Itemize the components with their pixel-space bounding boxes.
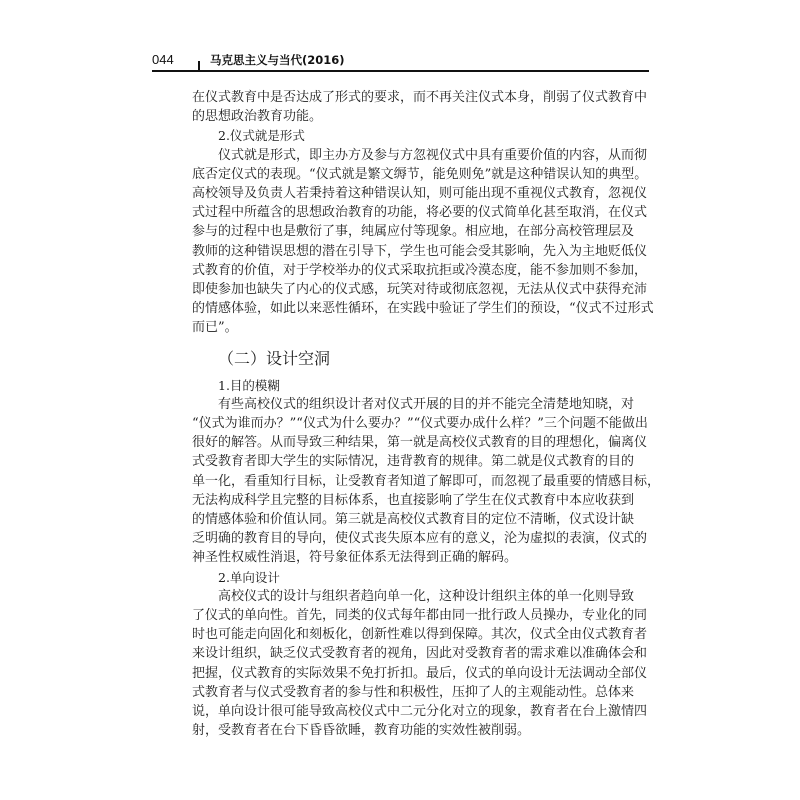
- paragraph: [192, 146, 654, 338]
- text-line: 乏明确的教育目的导向，使仪式丧失原本应有的意义，沦为虚拟的表演，仪式的: [192, 531, 648, 547]
- text-line: 很好的解答。从而导致三种结果，第一就是高校仪式教育的目的理想化，偏离仪: [192, 435, 648, 451]
- text-line: 在仪式教育中是否达成了形式的要求，而不再关注仪式本身，削弱了仪式教育中: [192, 90, 648, 105]
- section-heading: （二）设计空洞: [218, 348, 331, 368]
- running-header: [152, 52, 649, 72]
- text-line: 式教育者与仪式受教育者的参与性和积极性，压抑了人的主观能动性。总体来: [192, 684, 635, 700]
- header-rule: [152, 70, 649, 72]
- subsection-title: 2.单向设计: [218, 569, 280, 585]
- text-line: 高校仪式的设计与组织者趋向单一化，这种设计组织主体的单一化则导致: [218, 588, 635, 604]
- subsection-title: 2.仪式就是形式: [218, 128, 305, 144]
- text-line: 的情感体验和价值认同。第三就是高校仪式教育目的定位不清晰，仪式设计缺: [192, 512, 635, 528]
- text-line: 底否定仪式的表现。“仪式就是繁文缛节，能免则免”就是这种错误认知的典型。: [192, 166, 648, 182]
- paragraph: [192, 88, 648, 126]
- text-line: 神圣性权威性消退，符号象征体系无法得到正确的解码。: [192, 550, 518, 566]
- paragraph: [192, 395, 661, 568]
- text-line: 射，受教育者在台下昏昏欲睡，教育功能的实效性被削弱。: [192, 723, 531, 739]
- text-line: 了仪式的单向性。首先，同类的仪式每年都由同一批行政人员操办，专业化的同: [192, 608, 648, 624]
- text-line: 参与的过程中也是敷衍了事，纯属应付等现象。相应地，在部分高校管理层及: [192, 224, 635, 240]
- text-line: 式受教育者即大学生的实际情况，违背教育的规律。第二就是仪式教育的目的: [192, 454, 635, 470]
- text-line: 时也可能走向固化和刻板化，创新性难以得到保障。其次，仪式全由仪式教育者: [192, 627, 648, 643]
- text-line: “仪式为谁而办？”“仪式为什么要办？”“仪式要办成什么样？”三个问题不能做出: [192, 416, 648, 432]
- subsection-title: 1.目的模糊: [218, 377, 280, 393]
- body-text: [192, 88, 661, 741]
- text-line: 单一化，看重知行目标，让受教育者知道了解即可，而忽视了最重要的情感目标，: [192, 473, 661, 489]
- text-line: 式过程中所蕴含的思想政治教育的功能，将必要的仪式简单化甚至取消，在仪式: [192, 205, 648, 221]
- text-line: 说，单向设计很可能导致高校仪式中二元分化对立的现象，教育者在台上激情四: [192, 704, 648, 720]
- text-line: 而已”。: [192, 320, 238, 336]
- text-line: 无法构成科学且完整的目标体系，也直接影响了学生在仪式教育中本应收获到: [192, 492, 635, 508]
- text-line: 有些高校仪式的组织设计者对仪式开展的目的并不能完全清楚地知晓，对: [218, 396, 635, 412]
- text-line: 高校领导及负责人若秉持着这种错误认知，则可能出现不重视仪式教育，忽视仪: [192, 186, 648, 202]
- text-line: 来设计组织，缺乏仪式受教育者的视角，因此对受教育者的需求难以准确体会和: [192, 646, 648, 662]
- text-line: 仪式就是形式，即主办方及参与方忽视仪式中具有重要价值的内容，从而彻: [218, 147, 648, 163]
- page-number: 044: [152, 52, 174, 67]
- text-line: 把握，仪式教育的实际效果不免打折扣。最后，仪式的单向设计无法调动全部仪: [192, 665, 648, 681]
- text-line: 的思想政治教育功能。: [192, 109, 323, 125]
- journal-title: 马克思主义与当代(2016): [210, 53, 345, 67]
- text-line: 教师的这种错误思想的潜在引导下，学生也可能会受其影响，先入为主地贬低仪: [192, 243, 648, 259]
- text-line: 的情感体验，如此以来恶性循环，在实践中验证了学生们的预设，“仪式不过形式: [192, 301, 654, 317]
- paragraph: [192, 587, 648, 741]
- text-line: 式教育的价值，对于学校举办的仪式采取抗拒或冷漠态度，能不参加则不参加，: [192, 262, 648, 278]
- text-line: 即使参加也缺失了内心的仪式感，玩笑对待或彻底忽视，无法从仪式中获得充沛: [192, 282, 648, 298]
